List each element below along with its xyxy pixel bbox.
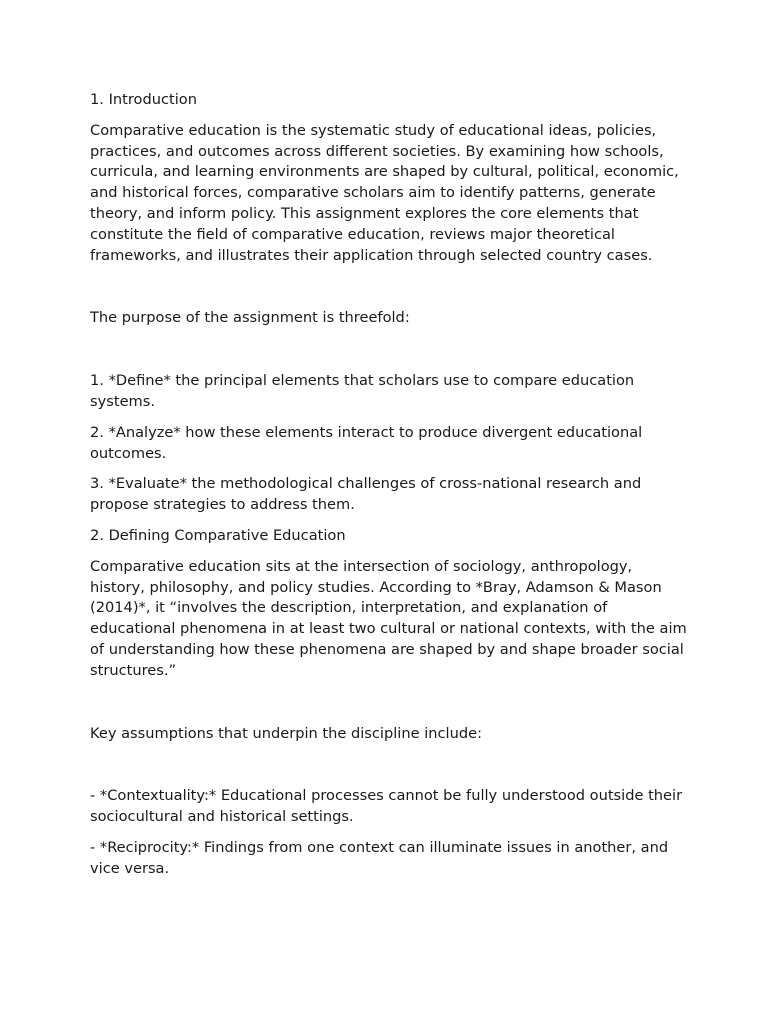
assumption-item-contextuality: - *Contextuality:* Educational processes cannot be fully understood outside their sociocultural and historical settings. [90,787,683,826]
purpose-list [90,371,690,516]
document-page [90,90,690,890]
purpose-item-analyze: 2. *Analyze* how these elements interact to produce divergent educational outcomes. [90,423,643,462]
assumptions-list [90,786,690,879]
section-heading-defining: 2. Defining Comparative Education [90,526,346,544]
intro-paragraph: Comparative education is the systematic study of educational ideas, policies, practices, and outcomes across different societies. By examining how schools, curricula, and learning environments are shaped by cultural, political, economic, and historical forces, comparative scholars aim to identify patterns, generate theory, and inform policy. This assignment explores the core elements that constitute the field of comparative education, reviews major theoretical frameworks, and illustrates their application through selected country cases. [90,121,679,264]
assumption-item-reciprocity: - *Reciprocity:* Findings from one context can illuminate issues in another, and vice versa. [90,838,669,877]
purpose-lead: The purpose of the assignment is threefold: [90,309,410,327]
defining-paragraph: Comparative education sits at the intersection of sociology, anthropology, history, philosophy, and policy studies. According to *Bray, Adamson & Mason (2014)*, it “involves the description, interpretation, and explanation of educational phenomena in at least two cultural or national contexts, with the aim of understanding how these phenomena are shaped by and shape broader social structures.” [90,557,687,679]
assumptions-lead: Key assumptions that underpin the discipline include: [90,724,483,742]
section-heading-introduction: 1. Introduction [90,91,197,108]
purpose-item-evaluate: 3. *Evaluate* the methodological challenges of cross-national research and propose strategies to address them. [90,475,642,514]
purpose-item-define: 1. *Define* the principal elements that scholars use to compare education systems. [90,372,635,410]
